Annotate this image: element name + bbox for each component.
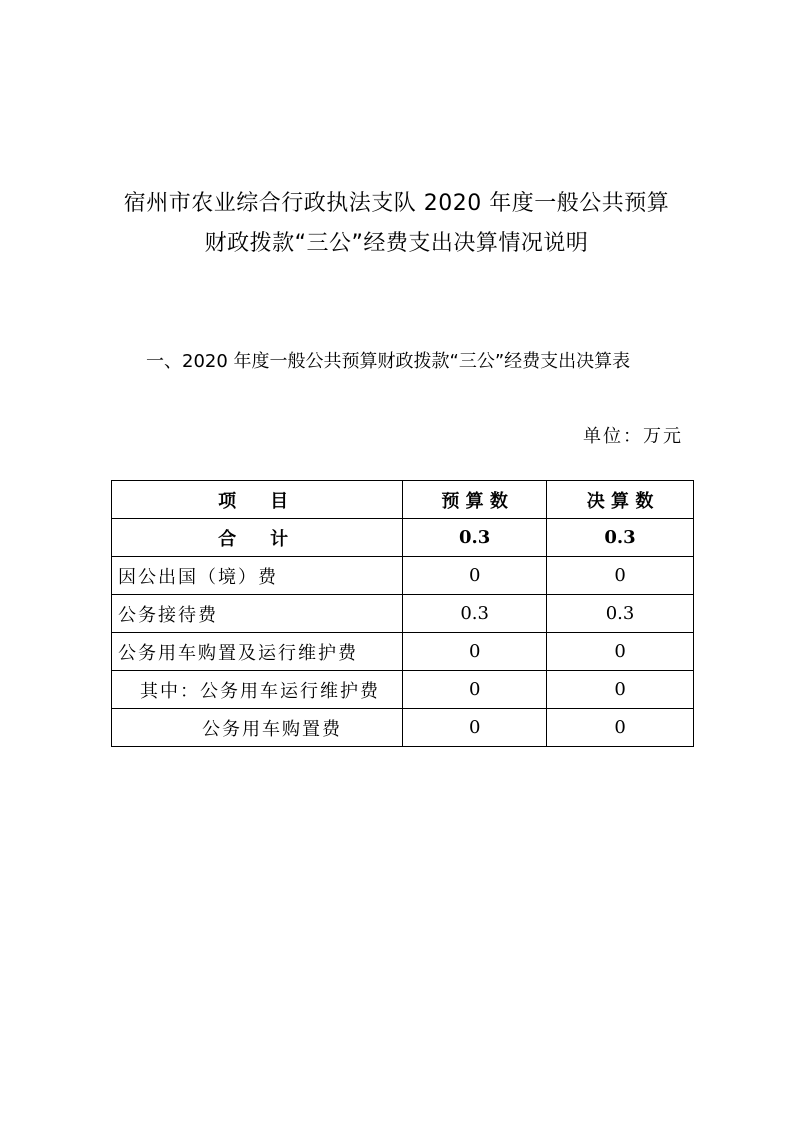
- total-label: 合 计: [112, 519, 403, 557]
- row-budget: 0: [403, 709, 547, 747]
- row-label: 公务接待费: [112, 595, 403, 633]
- total-final: 0.3: [547, 519, 694, 557]
- header-item: 项 目: [112, 481, 403, 519]
- row-final: 0: [547, 709, 694, 747]
- document-title-line-2: 财政拨款“三公”经费支出决算情况说明: [204, 231, 589, 256]
- table-header-row: [112, 481, 694, 519]
- document-title-line-1: 宿州市农业综合行政执法支队 2020 年度一般公共预算: [123, 191, 670, 216]
- row-budget: 0: [403, 671, 547, 709]
- row-label: 公务用车购置及运行维护费: [112, 633, 403, 671]
- row-label: 因公出国（境）费: [112, 557, 403, 595]
- table-row: [112, 595, 694, 633]
- table-row: [112, 633, 694, 671]
- table-row: [112, 671, 694, 709]
- section-heading: 一、2020 年度一般公共预算财政拨款“三公”经费支出决算表: [146, 351, 631, 372]
- row-label: 其中：公务用车运行维护费: [112, 671, 403, 709]
- row-budget: 0: [403, 633, 547, 671]
- expenditure-table: [111, 480, 694, 747]
- row-budget: 0: [403, 557, 547, 595]
- table-row: [112, 709, 694, 747]
- row-final: 0: [547, 557, 694, 595]
- table-row: [112, 557, 694, 595]
- total-budget: 0.3: [403, 519, 547, 557]
- row-final: 0: [547, 633, 694, 671]
- header-final: 决 算 数: [547, 481, 694, 519]
- row-budget: 0.3: [403, 595, 547, 633]
- row-final: 0: [547, 671, 694, 709]
- unit-label: 单位：万元: [583, 426, 683, 447]
- table-total-row: [112, 519, 694, 557]
- header-budget: 预 算 数: [403, 481, 547, 519]
- row-final: 0.3: [547, 595, 694, 633]
- row-label: 公务用车购置费: [112, 709, 403, 747]
